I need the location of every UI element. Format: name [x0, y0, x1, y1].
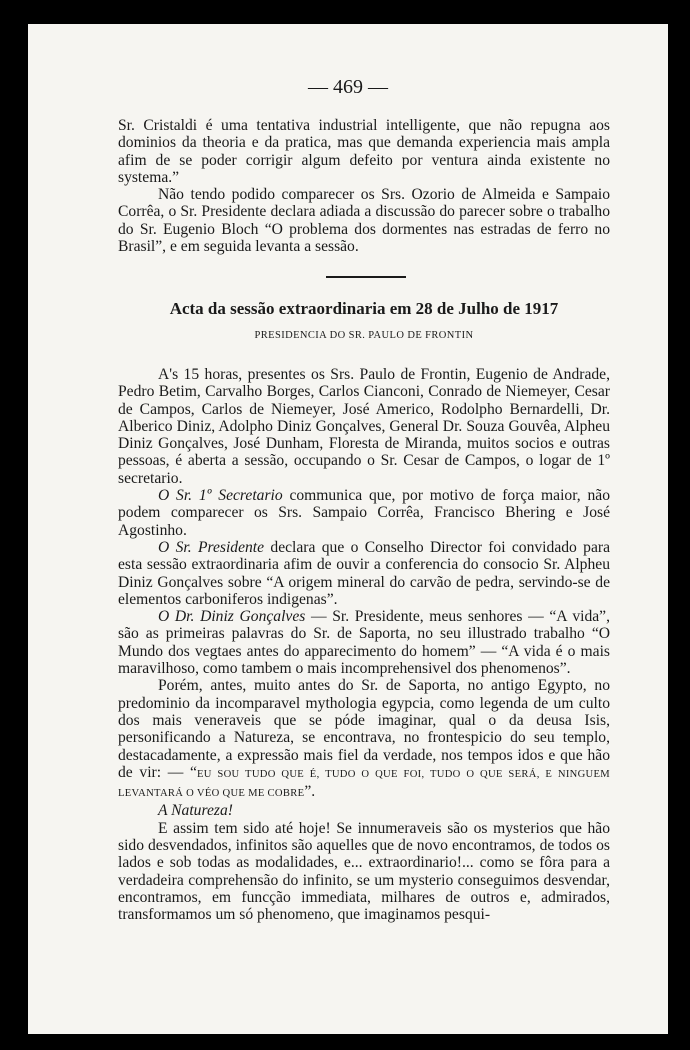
paragraph-egypt — [118, 677, 610, 802]
paragraph-president — [118, 539, 610, 608]
paragraph-adjournment: Não tendo podido comparecer os Srs. Ozorio de Almeida e Sampaio Corrêa, o Sr. Presidente declara adiada a discussão do parecer sobre o trabalho do Sr. Eugenio Bloch “O problema dos dormentes nas estradas de ferro no Brasil”, e em seguida levanta a sessão. — [118, 186, 610, 256]
paragraph-cristaldi: Sr. Cristaldi é uma tentativa industrial intelligente, que não repugna aos dominios da theoria e da pratica, mas que demanda experiencia mais ampla afim de se poder corrigir algum defeito por ventura ainda existente no systema.” — [118, 117, 610, 186]
natureza-exclamation: A Natureza! — [158, 802, 233, 820]
section-heading: Acta da sessão extraordinaria em 28 de Julho de 1917 — [169, 299, 559, 318]
isis-inscription: EU SOU TUDO QUE É, TUDO O QUE FOI, TUDO O QUE SERÁ, E NINGUEM LEVANTARÁ O VÉO QUE ME COBRE — [118, 768, 611, 800]
president-text: declara que o Conselho Director foi convidado para esta sessão extraordinaria afim de ouvir a conferencia do consocio Sr. Alpheu Diniz Gonçalves sobre “A origem mineral do carvão de pedra, servindo-se de elementos carboniferos indigenas”. — [118, 538, 610, 608]
section-heading-block — [118, 299, 610, 343]
minutes-body — [118, 366, 610, 924]
section-divider — [326, 276, 406, 278]
paragraph-secretary — [118, 487, 610, 539]
page-number: — 469 — — [308, 76, 388, 98]
speaker-president: O Sr. Presidente — [158, 538, 265, 556]
paragraph-diniz — [118, 608, 610, 677]
presidency-line: PRESIDENCIA DO SR. PAULO DE FRONTIN — [254, 330, 474, 341]
paragraph-attendance: A's 15 horas, presentes os Srs. Paulo de Frontin, Eugenio de Andrade, Pedro Betim, Carvalho Borges, Carlos Cianconi, Conrado de Niemeyer, Cesar de Campos, Carlos de Niemeyer, José Americo, Rodolpho Bernardelli, Dr. Alberico Diniz, Adolpho Diniz Gonçalves, General Dr. Souza Gouvêa, Alpheu Diniz Gonçalves, José Dunham, Floresta de Miranda, muitos socios e outras pessoas, é aberta a sessão, occupando o Sr. Cesar de Campos, o logar de 1º secretario. — [118, 366, 610, 487]
egypt-text: Porém, antes, muito antes do Sr. de Saporta, no antigo Egypto, no predominio da incomparavel mythologia egypcia, como legenda de um culto dos mais veneraveis que se póde imaginar, qual o da deusa Isis, personificando a Natureza, se encontrava, no frontespicio do seu templo, destacadamente, a expressão mais fiel da verdade, nos tempos idos e que hão de vir: — “ — [118, 677, 610, 781]
speaker-secretary: O Sr. 1º Secretario — [158, 487, 283, 505]
closing-text-block — [118, 117, 610, 255]
paragraph-natureza — [118, 802, 610, 819]
book-page — [28, 24, 668, 1034]
secretary-text: communica que, por motivo de força maior, não podem comparecer os Srs. Sampaio Corrêa, Francisco Bhering e José Agostinho. — [118, 487, 610, 539]
egypt-text-end: ”. — [304, 783, 316, 801]
paragraph-mysteries: E assim tem sido até hoje! Se innumeraveis são os mysterios que hão sido desvendados, infinitos são aquelles que de novo encontramos, de todos os lados e sob todas as modalidades, e... extraordinario!... como se fôra para a verdadeira comprehensão do infinito, se um mysterio conseguimos desvendar, encontramos, em funcção immediata, milhares de outros e, admirados, transformamos um só phenomeno, que imaginamos pesqui- — [118, 819, 610, 924]
diniz-text: — Sr. Presidente, meus senhores — “A vida”, são as primeiras palavras do Sr. de Saporta, no seu illustrado trabalho “O Mundo dos vegtaes antes do apparecimento do homem” — “A vida é o mais maravilhoso, como tambem o mais incomprehensivel dos phenomenos”. — [118, 608, 610, 678]
speaker-diniz: O Dr. Diniz Gonçalves — [158, 608, 306, 626]
